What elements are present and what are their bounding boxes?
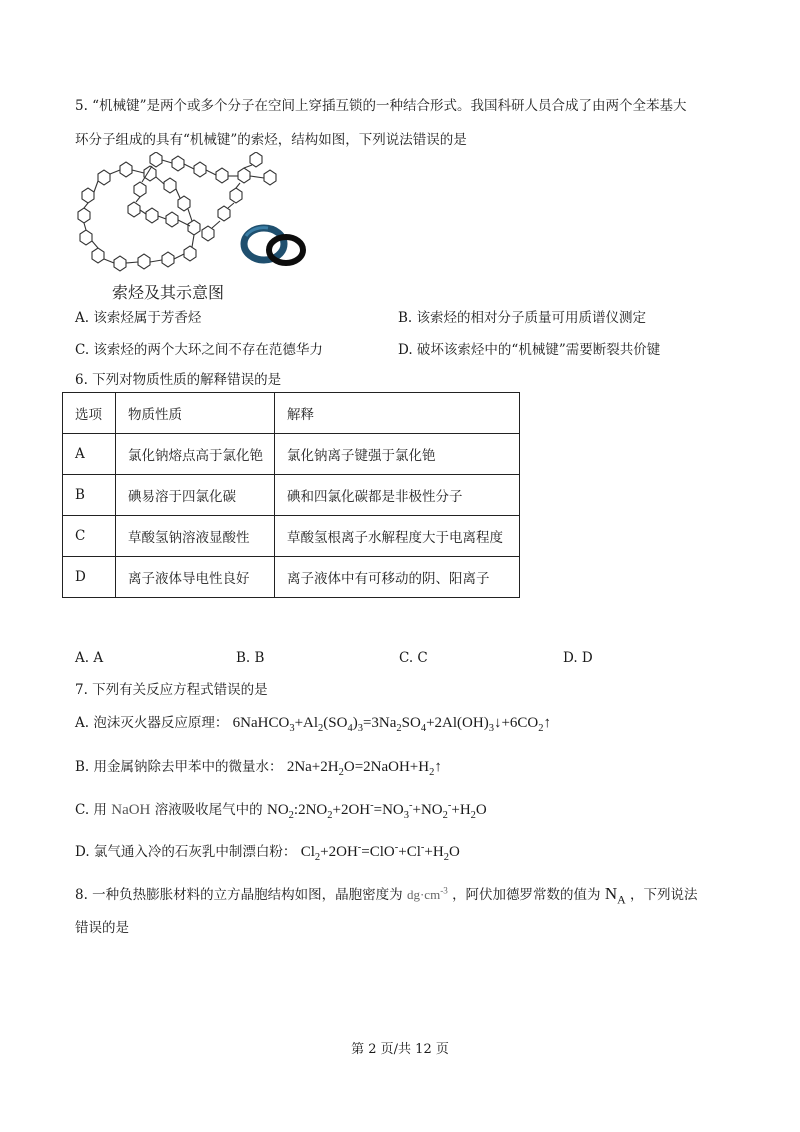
q5-option-c: C. 该索烃的两个大环之间不存在范德华力 [75, 342, 323, 358]
avogadro-sub: A [617, 892, 626, 907]
row-property: 氯化钠熔点高于氯化铯 [116, 434, 275, 475]
equation-d: $Cl_2+2OH^-=ClO^-+Cl^-+H_2O$ [300, 842, 460, 863]
equation-c: $NO_2:2NO_2+2OH^-=NO_3^-+NO_2^-+H_2O$ [266, 800, 487, 821]
q8-line1-post: ，下列说法 [630, 887, 698, 903]
table-row [63, 475, 520, 516]
q6-answer-b: B. B [236, 650, 265, 666]
page-footer: 第 2 页/共 12 页 [351, 1042, 449, 1057]
q5-option-d: D. 破坏该索烃中的“机械键”需要断裂共价键 [398, 342, 661, 358]
q5-option-b: B. 该索烃的相对分子质量可用质谱仪测定 [398, 310, 647, 326]
figure-caption: 索烃及其示意图 [112, 283, 225, 302]
q7-option-b [75, 757, 442, 777]
q5-stem-line2: 环分子组成的具有“机械键”的索烃，结构如图，下列说法错误的是 [75, 132, 467, 148]
row-option: B [63, 475, 116, 516]
row-option: C [63, 516, 116, 557]
q6-answer-c: C. C [399, 650, 428, 666]
q8-stem-line2: 错误的是 [75, 920, 129, 936]
q8-line1-mid: ，阿伏加德罗常数的值为 [452, 887, 601, 903]
avogadro-n: N [604, 884, 618, 903]
row-explanation: 离子液体中有可移动的阴、阳离子 [275, 557, 520, 598]
q7-option-c-label-pre: C. 用 [75, 802, 107, 818]
row-property: 离子液体导电性良好 [116, 557, 275, 598]
avogadro-symbol [604, 884, 626, 907]
naoh-formula: NaOH [111, 802, 151, 818]
q7-option-b-label: B. 用金属钠除去甲苯中的微量水： [75, 759, 283, 775]
header-property: 物质性质 [116, 393, 275, 434]
row-option: D [63, 557, 116, 598]
q7-option-c-label-post: 溶液吸收尾气中的 [154, 802, 263, 818]
q7-option-d [75, 842, 460, 862]
equation-b: $2Na+2H_2O=2NaOH+H_2↑$ [286, 759, 442, 778]
table-row [63, 516, 520, 557]
ring-one-hexagons [78, 162, 200, 271]
q7-option-d-label: D. 氯气通入冷的石灰乳中制漂白粉： [75, 844, 297, 860]
catenane-structure-figure [68, 152, 313, 280]
density-expression [407, 887, 448, 902]
header-option: 选项 [63, 393, 116, 434]
q7-option-a-label: A. 泡沫灭火器反应原理： [75, 715, 229, 731]
equation-a: $6NaHCO_3+Al_2(SO_4)_3=3Na_2SO_4+2Al(OH)_3↓+6CO_2↑$ [232, 715, 552, 734]
q6-answer-d: D. D [563, 650, 593, 666]
table-header-row [63, 393, 520, 434]
q5-stem-line1: 5. “机械键”是两个或多个分子在空间上穿插互锁的一种结合形式。我国科研人员合成了由两个全苯基大 [75, 98, 687, 114]
row-explanation: 氯化钠离子键强于氯化铯 [275, 434, 520, 475]
q8-stem-line1 [75, 884, 698, 905]
table-row [63, 557, 520, 598]
q8-line1-pre: 8. 一种负热膨胀材料的立方晶胞结构如图，晶胞密度为 [75, 887, 403, 903]
density-value: dg·cm [406, 887, 441, 902]
interlocked-rings-schematic [244, 228, 303, 263]
table-row [63, 434, 520, 475]
q5-option-a: A. 该索烃属于芳香烃 [75, 310, 202, 326]
q7-option-c [75, 800, 487, 820]
header-explanation: 解释 [275, 393, 520, 434]
q7-option-a [75, 713, 551, 733]
row-explanation: 草酸氢根离子水解程度大于电离程度 [275, 516, 520, 557]
row-explanation: 碘和四氯化碳都是非极性分子 [275, 475, 520, 516]
q6-stem: 6. 下列对物质性质的解释错误的是 [75, 372, 282, 388]
row-option: A [63, 434, 116, 475]
q6-answer-a: A. A [75, 650, 104, 666]
row-property: 碘易溶于四氯化碳 [116, 475, 275, 516]
q7-stem: 7. 下列有关反应方程式错误的是 [75, 682, 268, 698]
density-exponent: -3 [440, 885, 448, 896]
q6-table [62, 392, 520, 598]
row-property: 草酸氢钠溶液显酸性 [116, 516, 275, 557]
